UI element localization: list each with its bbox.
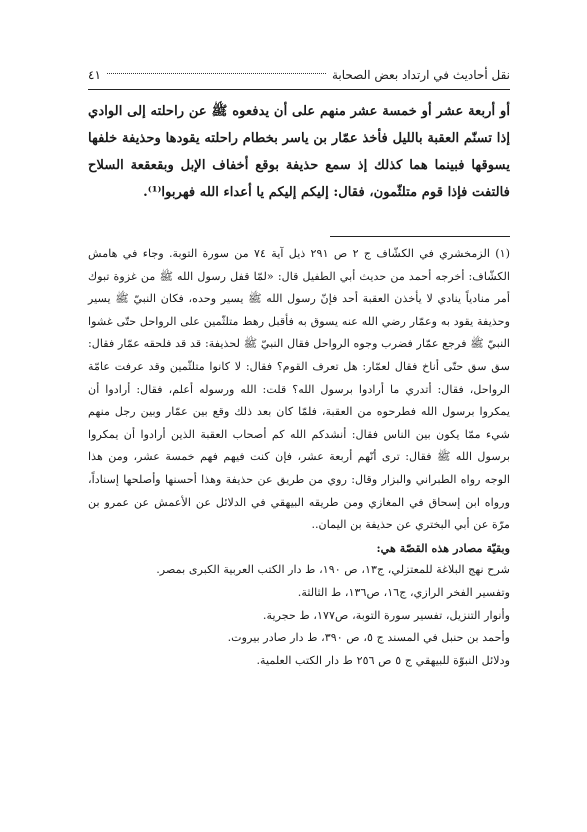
header-title: نقل أحاديث في ارتداد بعض الصحابة	[331, 68, 510, 82]
page-number: ٤١	[88, 68, 101, 82]
footnote-separator	[330, 236, 510, 237]
source-line: وأنوار التنزيل، تفسير سورة التوبة، ص١٧٧، ط حجرية.	[262, 608, 510, 622]
main-paragraph: أو أربعة عشر أو خمسة عشر منهم على أن يدفعوه ﷺ عن راحلته إلى الوادي إذا تسنّم العقبة بالليل فأخذ عمّار بن ياسر بخطام راحلته يقودها وحذيفة خلفها يسوقها فبينما هما كذلك إذ سمع حذيفة بوقع أخفاف الإبل وبقعقعة السلاح فالتفت فإذا قوم متلثّمون، فقال: إليكم إليكم يا أعداء الله فهربوا⁽¹⁾.	[88, 104, 510, 200]
main-text	[88, 98, 510, 206]
running-header	[88, 64, 510, 86]
header-leader-dots	[107, 72, 326, 74]
source-line: شرح نهج البلاغة للمعتزلي، ج١٣، ص ١٩٠، ط دار الكتب العربية الكبرى بمصر.	[156, 563, 510, 577]
source-line: وأحمد بن حنبل في المسند ج ٥، ص ٣٩٠، ط دار صادر بيروت.	[227, 631, 510, 645]
footnotes	[88, 243, 510, 672]
source-line: وتفسير الفخر الرازي، ج١٦، ص١٣٦، ط الثالثة.	[297, 585, 510, 599]
footnote-text: (١) الزمخشري في الكشّاف ج ٢ ص ٢٩١ ذيل آية ٧٤ من سورة التوبة. وجاء في هامش الكشّاف: أخرجه أحمد من حديث أبي الطفيل قال: «لمّا قفل رسول الله ﷺ من غزوة تبوك أمر منادياً ينادي لا يأخذن العقبة أحد فإنّ رسول الله ﷺ يسير وحده، فكان النبيّ ﷺ يسير وحذيفة يقود به وعمّار رضي الله عنه يسوق به فأقبل رهط متلثّمين على الرواحل حتّى غشوا النبيّ ﷺ فرجع عمّار فضرب وجوه الرواحل فقال النبيّ ﷺ لحذيفة: قد قد فلحقه عمّار فقال: سق سق حتّى أناخ فقال لعمّار: هل تعرف القوم؟ فقال: لا كانوا متلثّمين وقد عرفت عامّة الرواحل، فقال: أتدري ما أرادوا برسول الله؟ قلت: الله ورسوله أعلم، فقال: أرادوا أن يمكروا برسول الله فطرحوه من العقبة، فلمّا كان بعد ذلك وقع بين عمّار وبين رجل منهم شيء ممّا يكون بين الناس فقال: أنشدكم الله كم أصحاب العقبة الذين أرادوا أن يمكروا برسول الله ﷺ فقال: ترى أنّهم أربعة عشر، فإن كنت فيهم فهم خمسة عشر، ومن هذا الوجه رواه الطبراني والبزار وقال: روي من طريق عن حذيفة وهذا أحسنها وأصلحها إسناداً، ورواه ابن إسحاق في المغازي ومن طريقه البيهقي في الدلائل عن الأعمش عن عمرو بن مرّة عن أبي البختري عن حذيفة بن اليمان..	[88, 247, 511, 532]
sources-title: وبقيّة مصادر هذه القصّة هي:	[376, 540, 510, 555]
header-rule	[88, 89, 510, 90]
source-line: ودلائل النبوّة للبيهقي ج ٥ ص ٢٥٦ ط دار الكتب العلمية.	[256, 653, 510, 667]
